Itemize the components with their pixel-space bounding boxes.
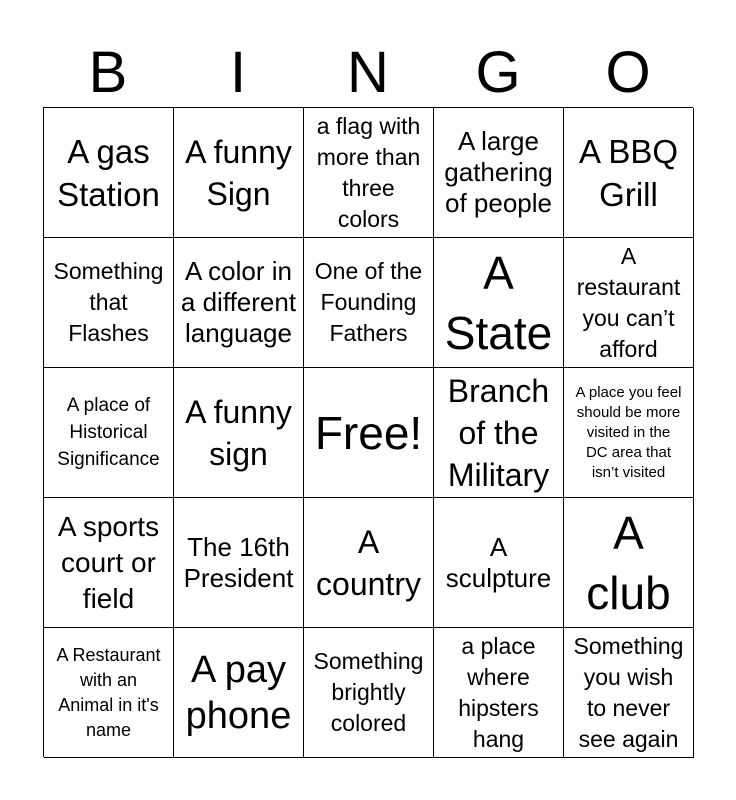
- header-letter-n: N: [347, 40, 389, 105]
- header-letter-g: G: [475, 40, 521, 105]
- bingo-cell[interactable]: [44, 108, 174, 238]
- bingo-cell[interactable]: [174, 108, 304, 238]
- cell-text: A funny sign: [185, 393, 292, 472]
- cell-text: A State: [444, 246, 553, 359]
- bingo-cell[interactable]: [434, 238, 564, 368]
- bingo-cell[interactable]: [174, 628, 304, 758]
- bingo-cell[interactable]: [304, 498, 434, 628]
- bingo-cell[interactable]: [44, 238, 174, 368]
- cell-text: The 16th President: [183, 531, 294, 593]
- cell-text: A sports court or field: [57, 510, 160, 614]
- bingo-cell[interactable]: [434, 628, 564, 758]
- bingo-cell[interactable]: [564, 498, 694, 628]
- bingo-cell[interactable]: [564, 238, 694, 368]
- bingo-cell[interactable]: [44, 498, 174, 628]
- bingo-cell[interactable]: [434, 108, 564, 238]
- cell-text: Something brightly colored: [313, 648, 424, 736]
- bingo-header: [43, 40, 693, 106]
- cell-text: Something that Flashes: [53, 258, 164, 346]
- bingo-cell[interactable]: [564, 108, 694, 238]
- bingo-cell[interactable]: [44, 368, 174, 498]
- free-space-text: Free!: [314, 406, 423, 459]
- cell-text: A country: [316, 523, 421, 602]
- cell-text: A BBQ Grill: [578, 132, 679, 213]
- free-space-cell[interactable]: [304, 368, 434, 498]
- cell-text: a place where hipsters hang: [458, 632, 539, 752]
- cell-text: One of the Founding Fathers: [314, 258, 423, 346]
- header-letter-b: B: [88, 40, 128, 105]
- header-letter-o: O: [605, 40, 651, 105]
- cell-text: Something you wish to never see again: [573, 632, 684, 752]
- bingo-cell[interactable]: [174, 368, 304, 498]
- bingo-cell[interactable]: [564, 628, 694, 758]
- bingo-cell[interactable]: [44, 628, 174, 758]
- cell-text: A large gathering of people: [444, 126, 553, 218]
- bingo-cell[interactable]: [174, 498, 304, 628]
- bingo-cell[interactable]: [434, 498, 564, 628]
- bingo-grid: [43, 107, 693, 757]
- cell-text: A funny Sign: [185, 133, 292, 212]
- bingo-cell[interactable]: [304, 238, 434, 368]
- bingo-cell[interactable]: [434, 368, 564, 498]
- header-letter-i: I: [229, 40, 247, 105]
- bingo-cell[interactable]: [304, 108, 434, 238]
- cell-text: A place of Historical Significance: [57, 395, 160, 470]
- cell-text: A pay phone: [185, 648, 292, 737]
- bingo-cell[interactable]: [564, 368, 694, 498]
- bingo-cell[interactable]: [174, 238, 304, 368]
- cell-text: A place you feel should be more visited in the DC area that isn’t visited: [575, 383, 682, 481]
- cell-text: A color in a different language: [180, 256, 297, 348]
- cell-text: A gas Station: [57, 132, 160, 213]
- bingo-cell[interactable]: [304, 628, 434, 758]
- cell-text: a flag with more than three colors: [316, 112, 421, 232]
- cell-text: Branch of the Military: [447, 372, 550, 493]
- cell-text: A sculpture: [445, 531, 552, 593]
- cell-text: A restaurant you can’t afford: [576, 242, 681, 362]
- cell-text: A club: [586, 506, 671, 619]
- cell-text: A Restaurant with an Animal in it's name: [56, 644, 161, 740]
